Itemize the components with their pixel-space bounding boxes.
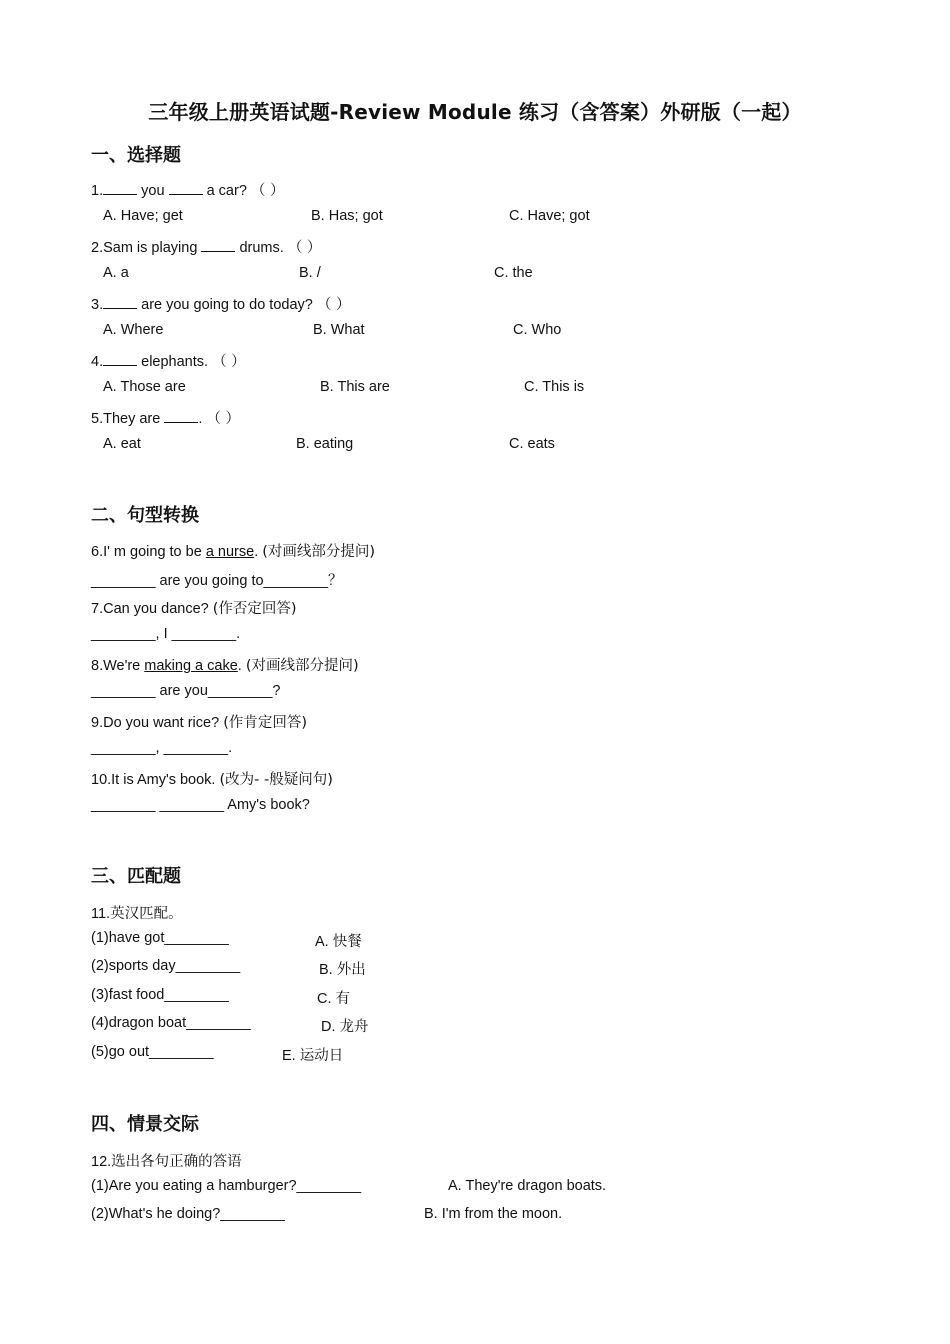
option-b: B. Has; got — [311, 208, 383, 224]
question-12: 12.选出各句正确的答语 — [91, 1154, 242, 1170]
question-7: 7.Can you dance? (作否定回答) — [91, 601, 297, 617]
match-right-e: E. 运动日 — [282, 1048, 344, 1064]
question-5: 5.They are . （ ） — [91, 407, 240, 428]
answer-line-7: ________, I ________. — [91, 626, 241, 642]
match-right-c: C. 有 — [317, 991, 351, 1007]
question-11: 11.英汉匹配。 — [91, 906, 183, 922]
question-2: 2.Sam is playing drums. （ ） — [91, 236, 321, 257]
question-8: 8.We're making a cake. (对画线部分提问) — [91, 658, 359, 674]
match-right-d: D. 龙舟 — [321, 1019, 369, 1035]
match-left-1: (1)have got________ — [91, 930, 229, 946]
option-a: A. Those are — [103, 379, 186, 395]
page-title: 三年级上册英语试题-Review Module 练习（含答案）外研版（一起） — [148, 100, 802, 124]
answer-blank — [201, 237, 235, 252]
option-a: A. Where — [103, 322, 164, 338]
match-left-2: (2)sports day________ — [91, 958, 241, 974]
dialogue-left-1: (1)Are you eating a hamburger?________ — [91, 1178, 362, 1194]
question-4: 4. elephants. （ ） — [91, 350, 246, 371]
option-c: C. Who — [513, 322, 562, 338]
question-10: 10.It is Amy's book. (改为- -般疑问句) — [91, 772, 333, 788]
option-b: B. eating — [296, 436, 354, 452]
match-left-4: (4)dragon boat________ — [91, 1015, 251, 1031]
answer-blank — [103, 294, 137, 309]
dialogue-right-a: A. They're dragon boats. — [448, 1178, 607, 1194]
question-3: 3. are you going to do today? （ ） — [91, 293, 350, 314]
answer-blank — [164, 408, 198, 423]
answer-line-9: ________, ________. — [91, 740, 233, 756]
answer-blank — [169, 180, 203, 195]
answer-line-8: ________ are you________? — [91, 683, 281, 699]
option-a: A. Have; get — [103, 208, 183, 224]
match-right-b: B. 外出 — [319, 962, 366, 978]
question-6: 6.I' m going to be a nurse. (对画线部分提问) — [91, 544, 376, 560]
option-a: A. eat — [103, 436, 141, 452]
option-c: C. This is — [524, 379, 585, 395]
question-1: 1. you a car? （ ） — [91, 179, 285, 200]
dialogue-right-b: B. I'm from the moon. — [424, 1206, 563, 1222]
question-9: 9.Do you want rice? (作肯定回答) — [91, 715, 308, 731]
answer-line-10: ________ ________ Amy's book? — [91, 797, 310, 813]
answer-line-6: ________ are you going to________？ — [91, 573, 343, 589]
dialogue-left-2: (2)What's he doing?________ — [91, 1206, 285, 1222]
match-left-5: (5)go out________ — [91, 1044, 214, 1060]
section-heading-3: 三、匹配题 — [91, 866, 181, 887]
option-b: B. What — [313, 322, 365, 338]
option-c: C. the — [494, 265, 533, 281]
match-left-3: (3)fast food________ — [91, 987, 229, 1003]
option-c: C. eats — [509, 436, 555, 452]
section-heading-4: 四、情景交际 — [91, 1114, 199, 1135]
option-a: A. a — [103, 265, 129, 281]
match-right-a: A. 快餐 — [315, 934, 362, 950]
answer-blank — [103, 351, 137, 366]
answer-blank — [103, 180, 137, 195]
option-b: B. This are — [320, 379, 390, 395]
section-heading-1: 一、选择题 — [91, 145, 181, 166]
section-heading-2: 二、句型转换 — [91, 505, 199, 526]
option-c: C. Have; got — [509, 208, 590, 224]
option-b: B. / — [299, 265, 321, 281]
